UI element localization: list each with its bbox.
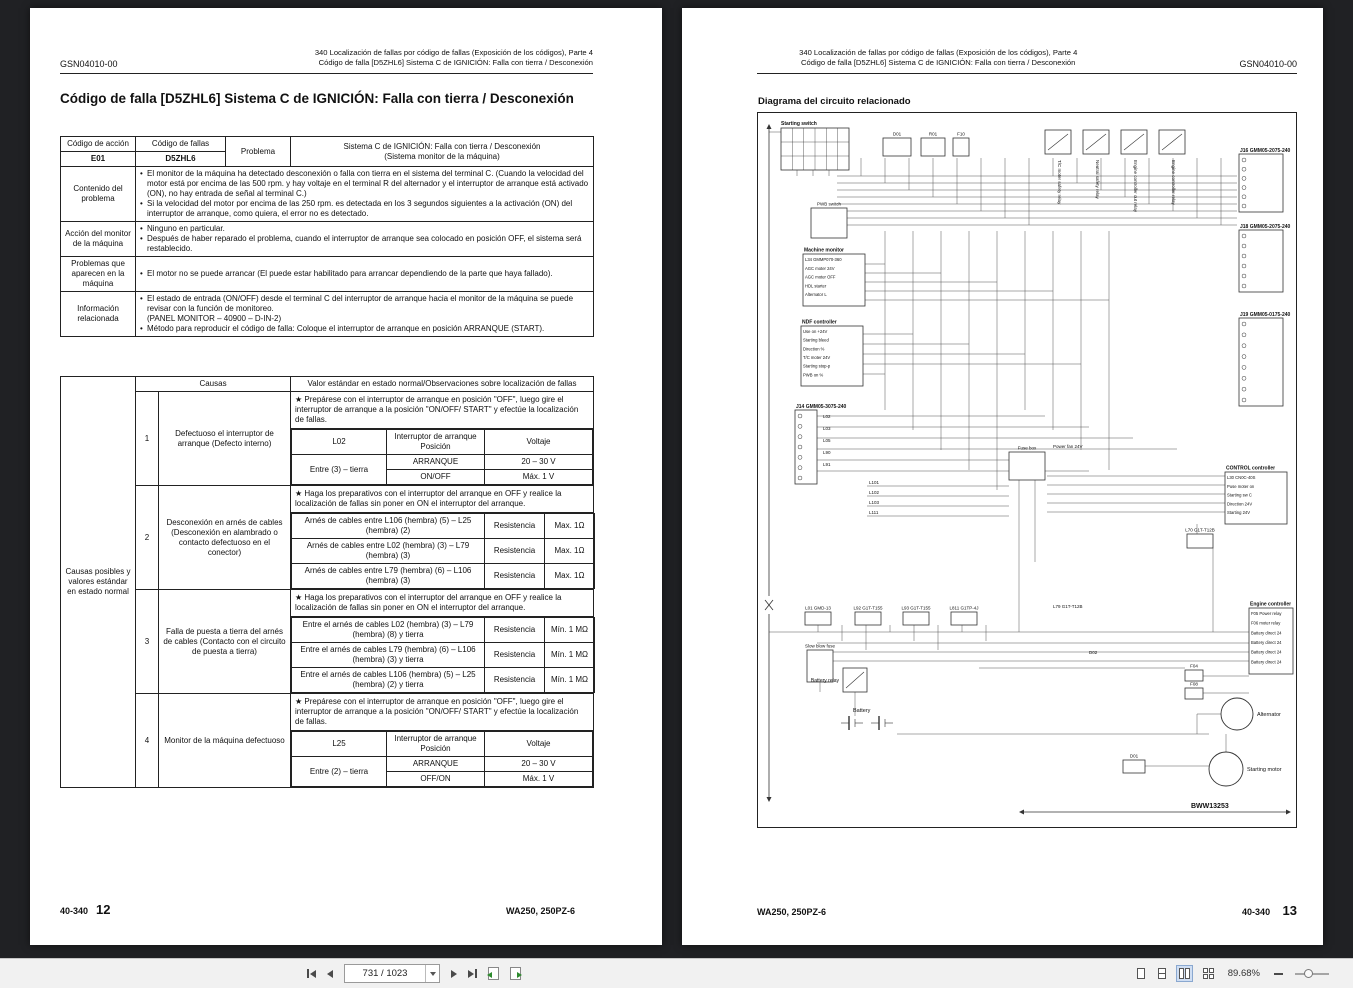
header-line2: Código de falla [D5ZHL6] Sistema C de IGNICIÓN: Falla con tierra / Desconexión	[318, 58, 593, 68]
cell-action-code: E01	[61, 152, 136, 167]
check-value: Max. 1Ω	[545, 564, 595, 589]
fault-info-table	[60, 136, 594, 337]
svg-text:Battery direct 24: Battery direct 24	[1251, 630, 1282, 636]
svg-text:Battery direct 24: Battery direct 24	[1251, 640, 1282, 645]
manual-page-right	[682, 8, 1323, 945]
svg-text:Direction %: Direction %	[803, 346, 825, 352]
cause-row-3	[61, 590, 594, 694]
svg-text:L102: L102	[869, 490, 880, 495]
right-page-footer	[757, 902, 1297, 920]
cause-1-note: ★ Prepárese con el interruptor de arranque en posición "OFF", luego gire el interruptor de arranque a la posición "ON/OFF/ START" y efectúe la localización de fallas.	[291, 392, 593, 429]
next-view-arrow	[517, 972, 522, 978]
cause-1-m2-val: Máx. 1 V	[485, 470, 593, 485]
svg-text:Battery relay: Battery relay	[810, 678, 839, 684]
svg-text:Fuse box: Fuse box	[1017, 445, 1037, 451]
svg-text:L03: L03	[823, 426, 831, 431]
header-line1: 340 Localización de fallas por código de fallas (Exposición de los códigos), Parte 4	[799, 48, 1078, 57]
svg-text:D02: D02	[1089, 650, 1098, 655]
cause-1-between: Entre (3) – tierra	[292, 455, 387, 485]
chevron-down-icon	[430, 972, 436, 976]
header-running-title	[118, 48, 593, 69]
check-type: Resistencia	[485, 539, 545, 564]
accion-bullet-2: • Después de haber reparado el problema, cuando el interruptor de arranque sea colocado en posición OFF, el sistema será restablecido.	[139, 234, 590, 254]
check-desc: Entre el arnés de cables L106 (hembra) (5) – L25 (hembra) (2) y tierra	[292, 668, 485, 693]
svg-text:D01: D01	[1129, 753, 1139, 759]
svg-text:Machine monitor: Machine monitor	[804, 247, 845, 254]
continuous-facing-icon	[1203, 968, 1214, 979]
svg-text:Starting sw C: Starting sw C	[1227, 492, 1252, 498]
footer-section: 40-340	[1242, 907, 1271, 917]
svg-text:T/C moter safety relay: T/C moter safety relay	[1057, 160, 1062, 205]
cause-1-connector: L02	[292, 430, 387, 455]
svg-text:J19 GMM05-0175-240: J19 GMM05-0175-240	[1240, 312, 1291, 318]
check-desc: Arnés de cables entre L79 (hembra) (6) – L106 (hembra) (3)	[292, 564, 485, 589]
next-view-icon	[510, 967, 521, 980]
footer-model: WA250, 250PZ-6	[757, 907, 827, 917]
svg-text:Alternator: Alternator	[1257, 712, 1281, 718]
svg-text:HDL starter: HDL starter	[805, 283, 827, 289]
svg-text:Starting stop-p: Starting stop-p	[803, 363, 831, 369]
cause-2-text: Desconexión en arnés de cables (Desconexión en alambrado o contacto defectuoso en el conector)	[159, 486, 291, 590]
svg-text:Use on +24V: Use on +24V	[803, 329, 828, 334]
cause-2-num: 2	[136, 486, 159, 590]
svg-text:J18 GMM05-2075-240: J18 GMM05-2075-240	[1240, 224, 1291, 230]
cell-relacionada-body	[136, 292, 594, 337]
svg-text:F04: F04	[1190, 663, 1198, 669]
svg-text:J16 GMM05-2075-240: J16 GMM05-2075-240	[1240, 148, 1291, 154]
cell-fault-code-label: Código de fallas	[136, 137, 226, 152]
svg-text:Battery direct 24: Battery direct 24	[1251, 659, 1282, 665]
check-value: Mín. 1 MΩ	[545, 643, 595, 668]
continuous-page-icon	[1158, 968, 1166, 979]
cause-4-subtable	[291, 731, 593, 787]
svg-text:L34 GMMP070-360: L34 GMMP070-360	[805, 257, 842, 262]
svg-text:Engine controller cut relay: Engine controller cut relay	[1133, 160, 1138, 213]
cause-row-1	[61, 392, 594, 486]
cause-4-text: Monitor de la máquina defectuoso	[159, 694, 291, 788]
svg-text:F08: F08	[1190, 681, 1198, 687]
cause-4-between: Entre (2) – tierra	[292, 757, 387, 787]
check-type: Resistencia	[485, 668, 545, 693]
cause-2-checks-table	[291, 513, 595, 589]
first-page-button[interactable]	[303, 966, 320, 981]
svg-text:Neutral safety relay: Neutral safety relay	[1095, 160, 1100, 199]
cause-4-note: ★ Prepárese con el interruptor de arranque en posición "OFF", luego gire el interruptor de arranque a la posición "ON/OFF/ START" y efectúe la localización de fallas.	[291, 694, 593, 731]
zoom-level: 89.68%	[1227, 968, 1260, 979]
cell-fault-code: D5ZHL6	[136, 152, 226, 167]
page-title: Código de falla [D5ZHL6] Sistema C de IGNICIÓN: Falla con tierra / Desconexión	[60, 91, 574, 106]
cell-problemas-label: Problemas que aparecen en la máquina	[61, 257, 136, 292]
right-page-header	[757, 48, 1297, 74]
cause-3-text: Falla de puesta a tierra del arnés de cables (Contacto con el circuito de puesta a tierra)	[159, 590, 291, 694]
cause-1-value	[291, 392, 594, 486]
svg-text:Power fan 24V: Power fan 24V	[1053, 444, 1083, 449]
cell-contenido-body	[136, 167, 594, 222]
check-type: Resistencia	[485, 643, 545, 668]
cell-problem-label: Problema	[226, 137, 291, 167]
svg-text:F06 moter relay: F06 moter relay	[1251, 620, 1281, 626]
svg-text:L92 G1T-T155: L92 G1T-T155	[853, 605, 883, 611]
cell-relacionada-label: Información relacionada	[61, 292, 136, 337]
first-page-icon-arrow	[310, 970, 316, 978]
svg-text:Alternator L: Alternator L	[805, 292, 827, 298]
svg-text:L91: L91	[823, 462, 831, 467]
svg-text:Engine controller relay: Engine controller relay	[1171, 160, 1176, 205]
check-desc: Entre el arnés de cables L79 (hembra) (6) – L106 (hembra) (3) y tierra	[292, 643, 485, 668]
continuous-view-button[interactable]	[1155, 965, 1169, 982]
cause-1-subh3: Voltaje	[485, 430, 593, 455]
svg-text:L79 G1T-T12B: L79 G1T-T12B	[1053, 604, 1083, 609]
next-page-icon	[451, 970, 457, 978]
svg-text:T/C moter 24V: T/C moter 24V	[803, 355, 831, 360]
svg-text:Direction 24V: Direction 24V	[1227, 501, 1253, 507]
cause-2-note: ★ Haga los preparativos con el interruptor del arranque en OFF y realice la localización de fallas sin poner en ON el interruptor del arranque.	[291, 486, 593, 513]
cell-accion-body	[136, 222, 594, 257]
cause-1-m1-val: 20 – 30 V	[485, 455, 593, 470]
svg-text:Battery direct 24: Battery direct 24	[1251, 649, 1282, 655]
contenido-bullet-1: • El monitor de la máquina ha detectado desconexión o falla con tierra en el sistema del terminal C. (Cuando la velocidad del motor está por encima de las 500 rpm. y hay voltaje en el terminal R del alternador y el interruptor de arranque está activado (ON), no hay entrada de señal al terminal C.)	[139, 169, 590, 199]
problem-value-line2: (Sistema monitor de la máquina)	[384, 151, 500, 161]
svg-text:NDF controller: NDF controller	[802, 319, 837, 326]
cause-1-subtable	[291, 429, 593, 485]
causes-header-valor: Valor estándar en estado normal/Observaciones sobre localización de fallas	[291, 377, 594, 392]
minus-icon	[1274, 973, 1283, 975]
wiring-diagram	[757, 112, 1297, 828]
cause-4-connector: L25	[292, 732, 387, 757]
cause-row-4	[61, 694, 594, 788]
footer-section: 40-340	[60, 906, 89, 916]
svg-text:L05: L05	[823, 438, 831, 443]
accion-bullet-1: • Ninguno en particular.	[139, 224, 590, 234]
svg-text:R01: R01	[928, 131, 938, 137]
svg-text:Starting motor: Starting motor	[1247, 767, 1282, 773]
header-line1: 340 Localización de fallas por código de fallas (Exposición de los códigos), Parte 4	[314, 48, 593, 57]
header-line2: Código de falla [D5ZHL6] Sistema C de IGNICIÓN: Falla con tierra / Desconexión	[801, 58, 1076, 68]
svg-text:PWB on %: PWB on %	[803, 372, 824, 378]
next-page-button[interactable]	[447, 967, 461, 981]
cause-1-text: Defectuoso el interruptor de arranque (Defecto interno)	[159, 392, 291, 486]
svg-text:BWW13253: BWW13253	[1191, 803, 1229, 810]
previous-view-arrow	[487, 972, 492, 978]
previous-page-icon	[327, 970, 333, 978]
svg-text:Engine controller: Engine controller	[1250, 601, 1292, 608]
cause-1-m2-pos: ON/OFF	[387, 470, 485, 485]
check-value: Mín. 1 MΩ	[545, 618, 595, 643]
cause-1-subh2: Interruptor de arranque Posición	[387, 430, 485, 455]
relacionada-panel-ref: (PANEL MONITOR – 40900 – D-IN-2)	[147, 314, 282, 323]
previous-view-icon	[488, 967, 499, 980]
left-page-footer	[60, 902, 593, 917]
wiring-diagram-svg	[757, 112, 1297, 828]
svg-text:Starting bleed: Starting bleed	[803, 337, 829, 343]
header-running-title	[757, 48, 1239, 69]
problem-value-line1: Sistema C de IGNICIÓN: Falla con tierra / Desconexión	[343, 141, 541, 151]
svg-text:L30 CN0C-40S: L30 CN0C-40S	[1227, 475, 1256, 480]
cause-4-m2-val: Máx. 1 V	[485, 772, 593, 787]
causes-header-causas: Causas	[136, 377, 291, 392]
svg-text:Starting 24V: Starting 24V	[1227, 510, 1251, 516]
cause-4-num: 4	[136, 694, 159, 788]
cause-2-value	[291, 486, 594, 590]
cell-problemas-body	[136, 257, 594, 292]
relacionada-bullet-1: • El estado de entrada (ON/OFF) desde el terminal C del interruptor de arranque hacia el monitor de la máquina se puede revisar con la función de monitoreo.	[139, 294, 590, 314]
svg-text:L103: L103	[869, 500, 880, 505]
svg-text:L93 G1T-T155: L93 G1T-T155	[901, 605, 931, 611]
problemas-bullet-1: • El motor no se puede arrancar (El puede estar habilitado para arrancar dependiendo de la parte que haya fallado).	[139, 269, 590, 279]
last-page-icon	[475, 969, 477, 978]
doc-code: GSN04010-00	[1239, 58, 1297, 69]
cell-problem-value	[291, 137, 594, 167]
facing-view-button[interactable]	[1176, 965, 1193, 982]
svg-text:L02: L02	[823, 414, 831, 419]
diagram-title: Diagrama del circuito relacionado	[758, 96, 911, 107]
causes-table	[60, 376, 594, 788]
svg-text:L70 G1T-T12B: L70 G1T-T12B	[1185, 527, 1215, 533]
check-value: Max. 1Ω	[545, 514, 595, 539]
single-page-icon	[1137, 968, 1145, 979]
svg-text:L111: L111	[869, 510, 879, 515]
footer-model: WA250, 250PZ-6	[505, 906, 575, 916]
contenido-bullet-2: • Si la velocidad del motor por encima de las 250 rpm. es detectada en los 3 segundos siguientes a la activación (ON) del interruptor de arranque, como quiera, el error no es detectado.	[139, 199, 590, 219]
svg-text:Starting switch: Starting switch	[781, 121, 817, 127]
svg-text:F10: F10	[957, 131, 965, 137]
cause-row-2	[61, 486, 594, 590]
svg-text:AGC moter 24V: AGC moter 24V	[805, 265, 835, 271]
check-type: Resistencia	[485, 618, 545, 643]
zoom-slider[interactable]	[1295, 973, 1329, 975]
svg-text:CONTROL controller: CONTROL controller	[1226, 465, 1276, 472]
page-number-value: 731 / 1023	[362, 968, 408, 979]
footer-page-number: 12	[96, 902, 111, 917]
svg-text:F05 Power relay: F05 Power relay	[1251, 611, 1282, 616]
cause-4-value	[291, 694, 594, 788]
view-zoom-controls	[1134, 965, 1329, 982]
svg-text:Battery: Battery	[853, 708, 871, 714]
svg-text:L01 GMD-13: L01 GMD-13	[805, 605, 831, 611]
footer-page-number: 13	[1282, 903, 1297, 918]
svg-text:L811 G1TP-4J: L811 G1TP-4J	[949, 605, 979, 611]
page-number-dropdown[interactable]	[425, 965, 439, 982]
left-page-header	[60, 48, 593, 74]
first-page-icon	[307, 969, 309, 978]
last-page-icon-arrow	[468, 970, 474, 978]
page-number-input[interactable]	[344, 964, 440, 983]
cause-3-num: 3	[136, 590, 159, 694]
continuous-facing-view-button[interactable]	[1200, 965, 1217, 982]
check-desc: Entre el arnés de cables L02 (hembra) (3) – L79 (hembra) (8) y tierra	[292, 618, 485, 643]
svg-text:L90: L90	[823, 450, 831, 455]
check-desc: Arnés de cables entre L106 (hembra) (5) – L25 (hembra) (2)	[292, 514, 485, 539]
zoom-out-button[interactable]	[1271, 970, 1286, 978]
cause-3-note: ★ Haga los preparativos con el interruptor del arranque en OFF y realice la localización de fallas sin poner en ON el interruptor del arranque.	[291, 590, 593, 617]
cause-3-checks-table	[291, 617, 595, 693]
previous-page-button[interactable]	[323, 967, 337, 981]
single-page-view-button[interactable]	[1134, 965, 1148, 982]
check-value: Mín. 1 MΩ	[545, 668, 595, 693]
svg-text:AGC moter OFF: AGC moter OFF	[805, 274, 836, 280]
check-type: Resistencia	[485, 564, 545, 589]
check-type: Resistencia	[485, 514, 545, 539]
check-desc: Arnés de cables entre L02 (hembra) (3) – L79 (hembra) (3)	[292, 539, 485, 564]
causes-side-label: Causas posibles y valores estándar en estado normal	[61, 377, 136, 788]
last-page-button[interactable]	[464, 966, 481, 981]
svg-text:J14 GMM05-3075-240: J14 GMM05-3075-240	[796, 404, 847, 410]
svg-text:Slow blow fuse: Slow blow fuse	[804, 643, 836, 649]
cause-4-m2-pos: OFF/ON	[387, 772, 485, 787]
svg-text:D01: D01	[892, 131, 902, 137]
pdf-toolbar	[0, 958, 1353, 988]
svg-text:PWB switch: PWB switch	[816, 201, 842, 207]
cause-4-m1-pos: ARRANQUE	[387, 757, 485, 772]
cell-contenido-label: Contenido del problema	[61, 167, 136, 222]
footer-page-group	[1242, 902, 1297, 920]
cause-4-subh3: Voltaje	[485, 732, 593, 757]
svg-text:Puse moter on: Puse moter on	[1227, 483, 1255, 489]
cause-4-m1-val: 20 – 30 V	[485, 757, 593, 772]
cause-3-value	[291, 590, 594, 694]
cause-1-m1-pos: ARRANQUE	[387, 455, 485, 470]
doc-code: GSN04010-00	[60, 58, 118, 69]
cause-4-subh2: Interruptor de arranque Posición	[387, 732, 485, 757]
page-navigation	[303, 964, 525, 983]
cause-1-num: 1	[136, 392, 159, 486]
check-value: Max. 1Ω	[545, 539, 595, 564]
zoom-slider-knob[interactable]	[1304, 969, 1313, 978]
facing-pages-icon	[1179, 968, 1190, 979]
manual-page-left	[30, 8, 662, 945]
svg-text:L101: L101	[869, 480, 880, 485]
cell-accion-label: Acción del monitor de la máquina	[61, 222, 136, 257]
previous-view-button[interactable]	[484, 964, 503, 983]
relacionada-bullet-2: • Método para reproducir el código de falla: Coloque el interruptor de arranque en posición ARRANQUE (START).	[139, 324, 590, 334]
next-view-button[interactable]	[506, 964, 525, 983]
cell-action-code-label: Código de acción	[61, 137, 136, 152]
